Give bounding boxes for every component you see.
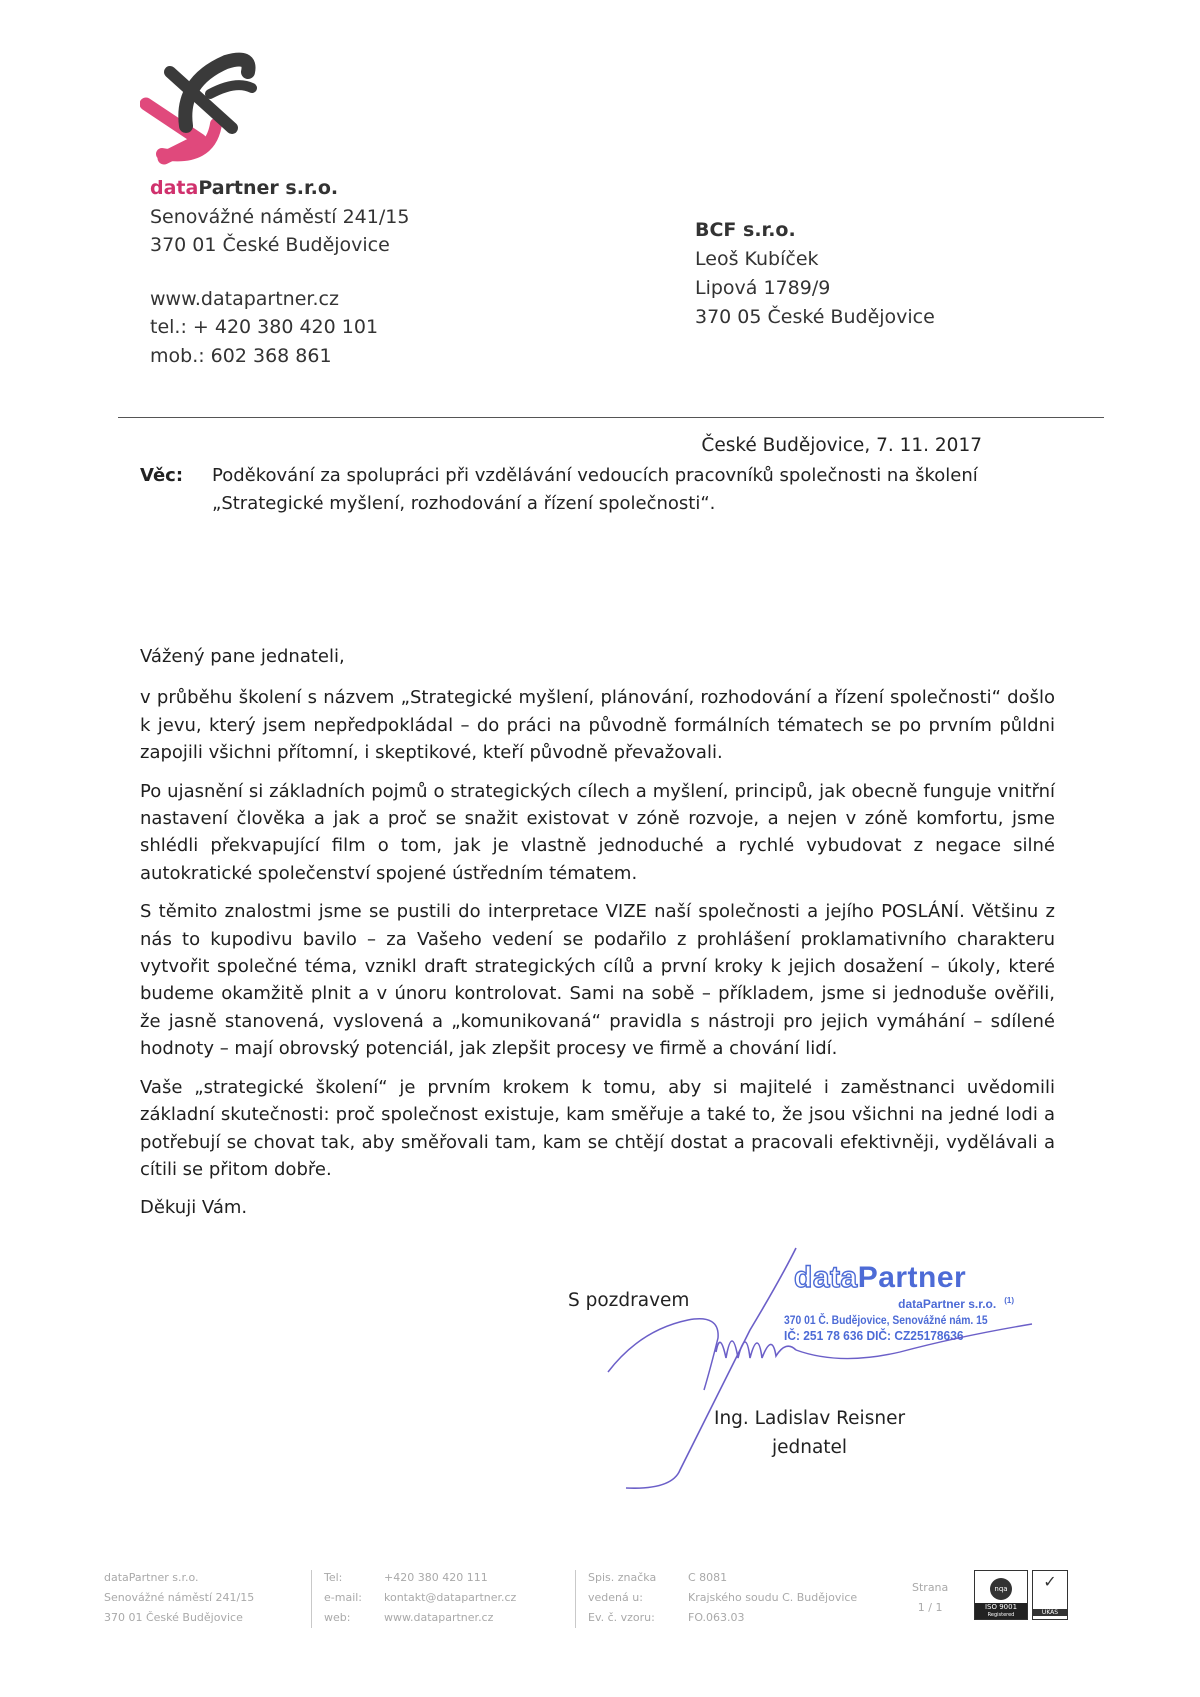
footer-divider-1 — [311, 1570, 312, 1628]
footer-page — [912, 1578, 948, 1618]
footer-contact-values — [384, 1568, 516, 1628]
sender-city: 370 01 České Budějovice — [150, 234, 390, 257]
footer-contact-labels — [324, 1568, 362, 1628]
recipient-company: BCF s.r.o. — [695, 219, 796, 241]
datapartner-logo-icon — [140, 42, 264, 166]
footer-page-value: 1 / 1 — [917, 1601, 943, 1614]
sender-mob: mob.: 602 368 861 — [150, 344, 332, 367]
iso-text: ISO 9001 — [984, 1603, 1018, 1611]
letter-date: České Budějovice, 7. 11. 2017 — [701, 435, 982, 456]
body-paragraph-4: Vaše „strategické školení“ je prvním krokem k tomu, aby si majitelé i zaměstnanci uvědomili základní skutečnosti: proč společnost existuje, kam směřuje a také to, že jsou všichni na jedné lodi a potřebují se chovat tak, aby směřovali tam, kam se chtějí dostat a pracovali efektivněji, vydělávali a cítili se přitom dobře. — [140, 1076, 1055, 1180]
letter-body — [140, 643, 1055, 1233]
stamp-brand-outline: data — [794, 1261, 858, 1294]
header-divider — [118, 417, 1104, 418]
footer-court-label: vedená u: — [588, 1591, 643, 1604]
regards: S pozdravem — [568, 1290, 690, 1311]
footer-registry-labels — [588, 1568, 656, 1628]
signer-title: jednatel — [771, 1437, 848, 1458]
ukas-badge-icon — [1032, 1570, 1068, 1620]
stamp-address: 370 01 Č. Budějovice, Senovážné nám. 15 — [784, 1313, 988, 1327]
footer-email-value: kontakt@datapartner.cz — [384, 1591, 517, 1604]
sender-company — [150, 174, 409, 203]
recipient-person: Leoš Kubíček — [695, 248, 819, 270]
footer-email-label: e-mail: — [324, 1591, 363, 1604]
recipient-block — [695, 216, 935, 332]
signer-block — [714, 1404, 905, 1462]
sender-brand-rest: Partner s.r.o. — [198, 177, 339, 199]
body-paragraph-3: S těmito znalostmi jsme se pustili do interpretace VIZE naší společnosti a jejího POSLÁNÍ. Většinu z nás to kupodivu bavilo – za Vašeho vedení se podařilo z prohlášení proklamativního charakteru vytvořit společné téma, vznikl draft strategických cílů a první kroky k jejich dosažení – úkoly, které budeme okamžitě plnit a v únoru kontrolovat. Sami na sobě – příkladem, jsme si jednoduše ověřili, že jasně stanovená, vyslovená a „komunikovaná“ pravidla s nástroji pro jejich vymáhání – sdílené hodnoty – mají obrovský potenciál, jak zlepšit procesy ve firmě a chování lidí. — [140, 901, 1055, 1060]
ukas-text: UKAS — [1033, 1609, 1067, 1616]
footer-tel-value: +420 380 420 111 — [384, 1571, 488, 1584]
thanks-line: Děkuji Vám. — [140, 1197, 248, 1219]
iso-bar — [975, 1603, 1027, 1612]
subject-line-2: „Strategické myšlení, rozhodování a řízení společnosti“. — [212, 492, 716, 514]
nqa-text: nqa — [994, 1585, 1008, 1593]
footer-template-label: Ev. č. vzoru: — [588, 1611, 655, 1624]
body-paragraph-1: v průběhu školení s názvem „Strategické myšlení, plánování, rozhodování a řízení společnosti“ došlo k jevu, který jsem nepředpokládal – do práci na původně formálních tématech se po prvním půldni zapojili všichni přítomní, i skeptikové, kteří původně převažovali. — [140, 687, 1055, 764]
signer-name: Ing. Ladislav Reisner — [714, 1408, 906, 1429]
stamp-ids: IČ: 251 78 636 DIČ: CZ25178636 — [784, 1328, 964, 1343]
footer-registry-value: C 8081 — [688, 1571, 728, 1584]
footer-web-value: www.datapartner.cz — [384, 1611, 494, 1624]
subject-text — [212, 462, 1072, 517]
recipient-street: Lipová 1789/9 — [695, 277, 831, 299]
footer-web-label: web: — [324, 1611, 351, 1624]
handwritten-signature-icon — [600, 1240, 1040, 1510]
recipient-city: 370 05 České Budějovice — [695, 306, 935, 328]
body-paragraph-2: Po ujasnění si základních pojmů o strategických cílech a myšlení, principů, jak obecně funguje vnitřní nastavení člověka a jak a proč se snažit existovat v zóně rozvoje, a nejen v zóně komfortu, jsme shlédli překvapující film o tom, jak je vlastně jednoduché a rychlé vybudovat z negace silné autokratické společenství spojené ústředním tématem. — [140, 780, 1055, 884]
nqa-circle — [990, 1578, 1012, 1600]
sender-street: Senovážné náměstí 241/15 — [150, 205, 410, 228]
sender-tel: tel.: + 420 380 420 101 — [150, 316, 379, 339]
footer-tel-label: Tel: — [324, 1571, 343, 1584]
subject-line-1: Poděkování za spolupráci při vzdělávání vedoucích pracovníků společnosti na školení — [212, 465, 978, 486]
stamp-company-name: dataPartner s.r.o. — [898, 1297, 997, 1311]
salutation: Vážený pane jednateli, — [140, 646, 345, 667]
sender-block — [150, 174, 409, 371]
certification-badges — [974, 1570, 1068, 1620]
footer-company-city: 370 01 České Budějovice — [104, 1611, 243, 1624]
footer-registry-values — [688, 1568, 857, 1628]
subject-label: Věc: — [140, 465, 184, 486]
sender-web: www.datapartner.cz — [150, 287, 339, 310]
footer-company-name: dataPartner s.r.o. — [104, 1571, 199, 1584]
footer-company — [104, 1568, 254, 1628]
ukas-check-icon: ✓ — [1043, 1572, 1057, 1591]
sender-brand-prefix: data — [150, 177, 199, 199]
iso-9001-badge-icon — [974, 1570, 1028, 1620]
footer-page-label: Strana — [912, 1581, 949, 1594]
stamp-mark: (1) — [1004, 1296, 1014, 1305]
footer-registry-label: Spis. značka — [588, 1571, 657, 1584]
footer-divider-2 — [575, 1570, 576, 1628]
iso-registered: Registered — [975, 1612, 1027, 1619]
footer-court-value: Krajského soudu C. Budějovice — [688, 1591, 858, 1604]
footer-company-street: Senovážné náměstí 241/15 — [104, 1591, 255, 1604]
footer-template-value: FO.063.03 — [688, 1611, 745, 1624]
stamp-brand-fill: Partner — [857, 1261, 967, 1294]
